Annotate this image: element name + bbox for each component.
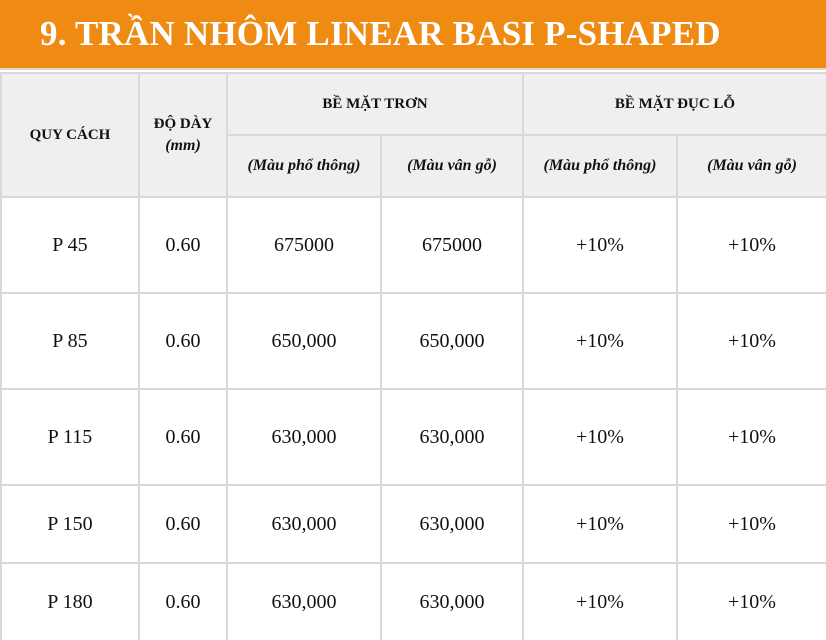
cell-thickness: 0.60 (139, 197, 227, 293)
header-thickness (139, 73, 227, 197)
header-spec: QUY CÁCH (1, 73, 139, 197)
cell-smooth-wood-price: 675000 (381, 197, 523, 293)
cell-perf-common-price: +10% (523, 389, 677, 485)
cell-smooth-common-price: 630,000 (227, 563, 381, 640)
title-banner (0, 0, 826, 70)
cell-thickness: 0.60 (139, 563, 227, 640)
page-title: 9. TRẦN NHÔM LINEAR BASI P-SHAPED (40, 14, 721, 53)
price-table (0, 72, 826, 640)
cell-perf-wood-price: +10% (677, 197, 826, 293)
subheader-perf-wood: (Màu vân gỗ) (677, 135, 826, 197)
cell-perf-wood-price: +10% (677, 485, 826, 563)
cell-smooth-common-price: 630,000 (227, 389, 381, 485)
table-row (1, 389, 826, 485)
table-row (1, 563, 826, 640)
cell-thickness: 0.60 (139, 485, 227, 563)
cell-smooth-common-price: 675000 (227, 197, 381, 293)
cell-perf-wood-price: +10% (677, 563, 826, 640)
cell-thickness: 0.60 (139, 389, 227, 485)
subheader-smooth-wood: (Màu vân gỗ) (381, 135, 523, 197)
cell-perf-common-price: +10% (523, 485, 677, 563)
cell-perf-common-price: +10% (523, 563, 677, 640)
table-header-row (1, 73, 826, 135)
cell-smooth-wood-price: 650,000 (381, 293, 523, 389)
cell-spec: P 85 (1, 293, 139, 389)
cell-smooth-wood-price: 630,000 (381, 485, 523, 563)
cell-spec: P 45 (1, 197, 139, 293)
table-row (1, 293, 826, 389)
cell-perf-common-price: +10% (523, 293, 677, 389)
cell-smooth-common-price: 650,000 (227, 293, 381, 389)
cell-smooth-common-price: 630,000 (227, 485, 381, 563)
header-thickness-unit: (mm) (165, 137, 201, 154)
cell-spec: P 180 (1, 563, 139, 640)
cell-smooth-wood-price: 630,000 (381, 389, 523, 485)
cell-perf-wood-price: +10% (677, 389, 826, 485)
cell-perf-common-price: +10% (523, 197, 677, 293)
header-thickness-label: ĐỘ DÀY (153, 116, 213, 132)
cell-spec: P 115 (1, 389, 139, 485)
cell-smooth-wood-price: 630,000 (381, 563, 523, 640)
header-smooth-surface: BỀ MẶT TRƠN (227, 73, 523, 135)
header-perforated-surface: BỀ MẶT ĐỤC LỖ (523, 73, 826, 135)
subheader-smooth-common: (Màu phổ thông) (227, 135, 381, 197)
table-row (1, 197, 826, 293)
cell-perf-wood-price: +10% (677, 293, 826, 389)
cell-spec: P 150 (1, 485, 139, 563)
subheader-perf-common: (Màu phổ thông) (523, 135, 677, 197)
table-row (1, 485, 826, 563)
cell-thickness: 0.60 (139, 293, 227, 389)
